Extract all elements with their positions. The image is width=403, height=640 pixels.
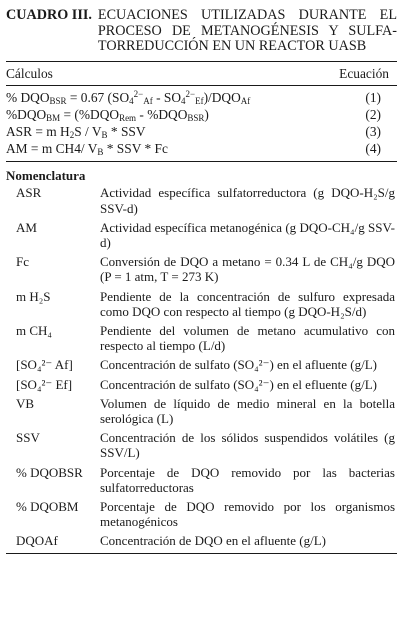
- nomenclature-term: [SO₄²⁻ Af]: [16, 357, 73, 373]
- equation-row: [6, 89, 397, 106]
- nomenclature-definition: Pendiente del volumen de metano acumulativo con respecto al tiempo (L/d): [100, 322, 395, 354]
- header-ecuacion: Ecuación: [339, 65, 389, 81]
- nomenclature-row: [6, 323, 397, 353]
- table-page: [6, 8, 397, 554]
- equation-number: (1): [365, 89, 381, 105]
- nomenclature-term: [SO₄²⁻ Ef]: [16, 376, 73, 392]
- nomenclature-term: SSV: [16, 430, 40, 446]
- nomenclature-row: [6, 357, 397, 372]
- nomenclature-term: VB: [16, 395, 35, 411]
- nomenclature-section: [6, 162, 397, 548]
- equation-formula: ASR = m $H_2S / V_B$ * SSV: [6, 123, 146, 140]
- nomenclature-term: % DQOBM: [16, 498, 79, 514]
- nomenclature-definition: Actividad específica sulfatorreductora (g DQO-H₂S/g SSV-d): [100, 185, 395, 216]
- nomenclature-definition: Concentración de sulfato (SO₄²⁻) en el efluente (g/L): [100, 376, 377, 392]
- table-title: [6, 8, 397, 55]
- nomenclature-definition: Concentración de sulfato (SO₄²⁻) en el afluente (g/L): [100, 357, 377, 373]
- nomenclature-row: [6, 499, 397, 529]
- nomenclature-term: m H₂S: [16, 288, 51, 304]
- equation-formula: % $DQO_{BSR} = 0.67$ $(SO_4^{2-}_{Af} - SO_4^{2-}_{Ef})/DQO_{Af}$: [6, 88, 251, 106]
- nomenclature-term: ASR: [16, 185, 42, 201]
- nomenclature-definition: Volumen de líquido de medio mineral en la botella serológica (L): [100, 395, 395, 426]
- nomenclature-row: [6, 396, 397, 426]
- nomenclature-list: [6, 185, 397, 548]
- nomenclature-definition: Conversión de DQO a metano = 0.34 L de CH₄/g DQO (P = 1 atm, T = 273 K): [100, 254, 395, 285]
- nomenclature-row: [6, 185, 397, 215]
- nomenclature-definition: Porcentaje de DQO removido por los organismos metanogénicos: [100, 498, 395, 530]
- nomenclature-row: [6, 220, 397, 250]
- nomenclature-row: [6, 533, 397, 548]
- equation-row: [6, 123, 397, 140]
- nomenclature-heading: Nomenclatura: [6, 168, 86, 184]
- nomenclature-definition: Pendiente de la concentración de sulfuro expresada como DQO con respecto al tiempo (g DQO-H₂S/d): [100, 288, 395, 319]
- nomenclature-term: DQOAf: [16, 533, 58, 549]
- column-headers: [6, 62, 397, 85]
- equations-list: [6, 86, 397, 162]
- nomenclature-definition: Actividad específica metanogénica (g DQO-CH₄/g SSV-d): [100, 219, 395, 250]
- nomenclature-term: Fc: [16, 254, 29, 270]
- nomenclature-row: [6, 289, 397, 319]
- equation-number: (3): [365, 123, 381, 139]
- equation-number: (2): [365, 106, 381, 122]
- equation-formula: AM = m CH4/ $V_B$ * SSV * Fc: [6, 141, 168, 158]
- header-calculos: Cálculos: [6, 65, 53, 81]
- equation-row: [6, 106, 397, 123]
- nomenclature-row: [6, 465, 397, 495]
- nomenclature-definition: Concentración de los sólidos suspendidos volátiles (g SSV/L): [100, 430, 395, 461]
- bottom-rule: [6, 553, 397, 554]
- table-caption: ECUACIONES UTILIZADAS DURANTE EL PROCESO DE METANOGÉNESIS Y SULFA-TORREDUCCIÓN EN UN REACTOR UASB: [97, 7, 397, 54]
- nomenclature-row: [6, 430, 397, 460]
- nomenclature-term: m CH₄: [16, 322, 52, 338]
- equation-row: [6, 140, 397, 157]
- nomenclature-row: [6, 254, 397, 284]
- nomenclature-term: % DQOBSR: [16, 464, 83, 480]
- table-number: CUADRO III.: [6, 7, 92, 23]
- equation-number: (4): [365, 141, 381, 157]
- equation-formula: $\%DQO_{BM} = (\%DQO_{Rem} - \%DQO_{BSR})$: [6, 106, 209, 123]
- nomenclature-row: [6, 377, 397, 392]
- nomenclature-definition: Concentración de DQO en el afluente (g/L): [100, 533, 326, 549]
- nomenclature-definition: Porcentaje de DQO removido por las bacterias sulfatorreductoras: [100, 464, 395, 495]
- nomenclature-term: AM: [16, 219, 37, 235]
